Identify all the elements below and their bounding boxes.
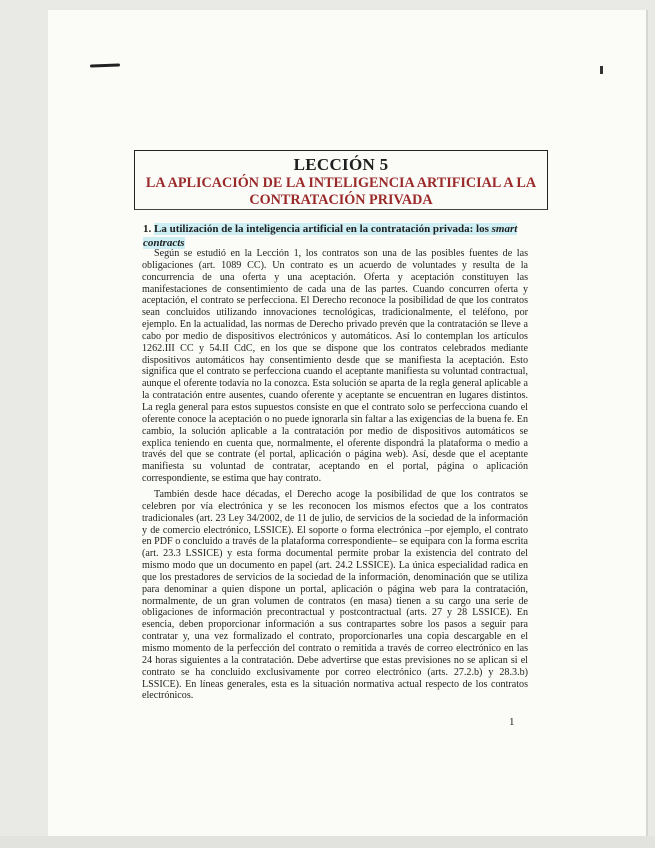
section-heading: [143, 222, 543, 250]
body-paragraph: También desde hace décadas, el Derecho acoge la posibilidad de que los contratos se celebren por vía electrónica y se les reconocen los mismos efectos que a los contratos tradicionales (art. 23 Ley 34/2002, de 11 de julio, de servicios de la sociedad de la información y de comercio electrónico, LSSICE). El soporte o forma electrónica –por ejemplo, el contrato en PDF o concluido a través de la plataforma correspondiente– se equipara con la forma escrita (art. 23.3 LSSICE) y esta forma documental permite probar la existencia del contrato del mismo modo que un documento en papel (art. 24.2 LSSICE). La única especialidad radica en que los prestadores de servicios de la sociedad de la información, denominación que se utiliza para denominar a quien dispone un portal, aplicación o página web para la contratación, normalmente, de un gran volumen de contratos (en masa) tienen a su cargo una serie de obligaciones de información precontractual y postcontractual (arts. 27 y 28 LSSICE). En esencia, deben proporcionar información a sus contrapartes sobre los pasos a seguir para contratar y, una vez formalizado el contrato, proporcionarles una copia descargable en el mismo momento de la perfección del contrato o remitida a través de correo electrónico en las 24 horas siguientes a la contratación. Debe advertirse que estas previsiones no se aplican si el contrato se ha concluido exclusivamente por correo electrónico (arts. 27.2.b) y 28.3.b) LSSICE). En líneas generales, esta es la situación normativa actual respecto de los contratos electrónicos.: [142, 489, 528, 702]
title-box: [134, 150, 548, 210]
section-number: 1.: [143, 223, 152, 235]
page-number: 1: [509, 716, 515, 728]
section-heading-italic: smart contracts: [143, 223, 518, 249]
body-paragraph: Según se estudió en la Lección 1, los contratos son una de las posibles fuentes de las obligaciones (art. 1089 CC). Un contrato es un acuerdo de voluntades y resulta de la concurrencia de una oferta y una aceptación. Oferta y aceptación constituyen las manifestaciones de consentimiento de cada una de las partes. Cuando concurren oferta y aceptación, el contrato se perfecciona. El Derecho reconoce la posibilidad de que los contratos sean concluidos utilizando innovaciones tecnológicas, tradicionalmente, el teléfono, por ejemplo. En la actualidad, las normas de Derecho privado prevén que la contratación se lleve a cabo por medio de dispositivos electrónicos y automáticos. Así lo contemplan los artículos 1262.III CC y 54.II CdC, en los que se dispone que los contratos celebrados mediante dispositivos automáticos hay consentimiento desde que se manifiesta la aceptación. Esto significa que el contrato se perfecciona cuando el aceptante manifiesta su voluntad contractual, aunque el oferente todavía no la conozca. Esta solución se aparta de la regla general aplicable a la contratación entre ausentes, cuando oferente y aceptante se encuentran en lugares distintos. La regla general para estos supuestos consiste en que el contrato solo se perfecciona cuando el oferente conoce la aceptación o no puede ignorarla sin faltar a las exigencias de la buena fe. En cambio, la solución aplicable a la contratación por medio de dispositivos automáticos se explica teniendo en cuenta que, normalmente, el oferente dispondrá la plataforma o medio a través del que se contrate (el portal, aplicación o página web). Así, desde que el aceptante manifiesta su voluntad de contratar, aceptando en el portal, página o aplicación correspondiente, se estima que hay contrato.: [142, 248, 528, 485]
topic-title: LA APLICACIÓN DE LA INTELIGENCIA ARTIFICIAL A LA CONTRATACIÓN PRIVADA: [145, 175, 537, 208]
margin-mark: [600, 66, 603, 74]
lesson-title: LECCIÓN 5: [293, 155, 389, 174]
section-heading-text: La utilización de la inteligencia artificial en la contratación privada: los smart contracts: [143, 223, 518, 249]
scan-edge: [0, 836, 655, 848]
